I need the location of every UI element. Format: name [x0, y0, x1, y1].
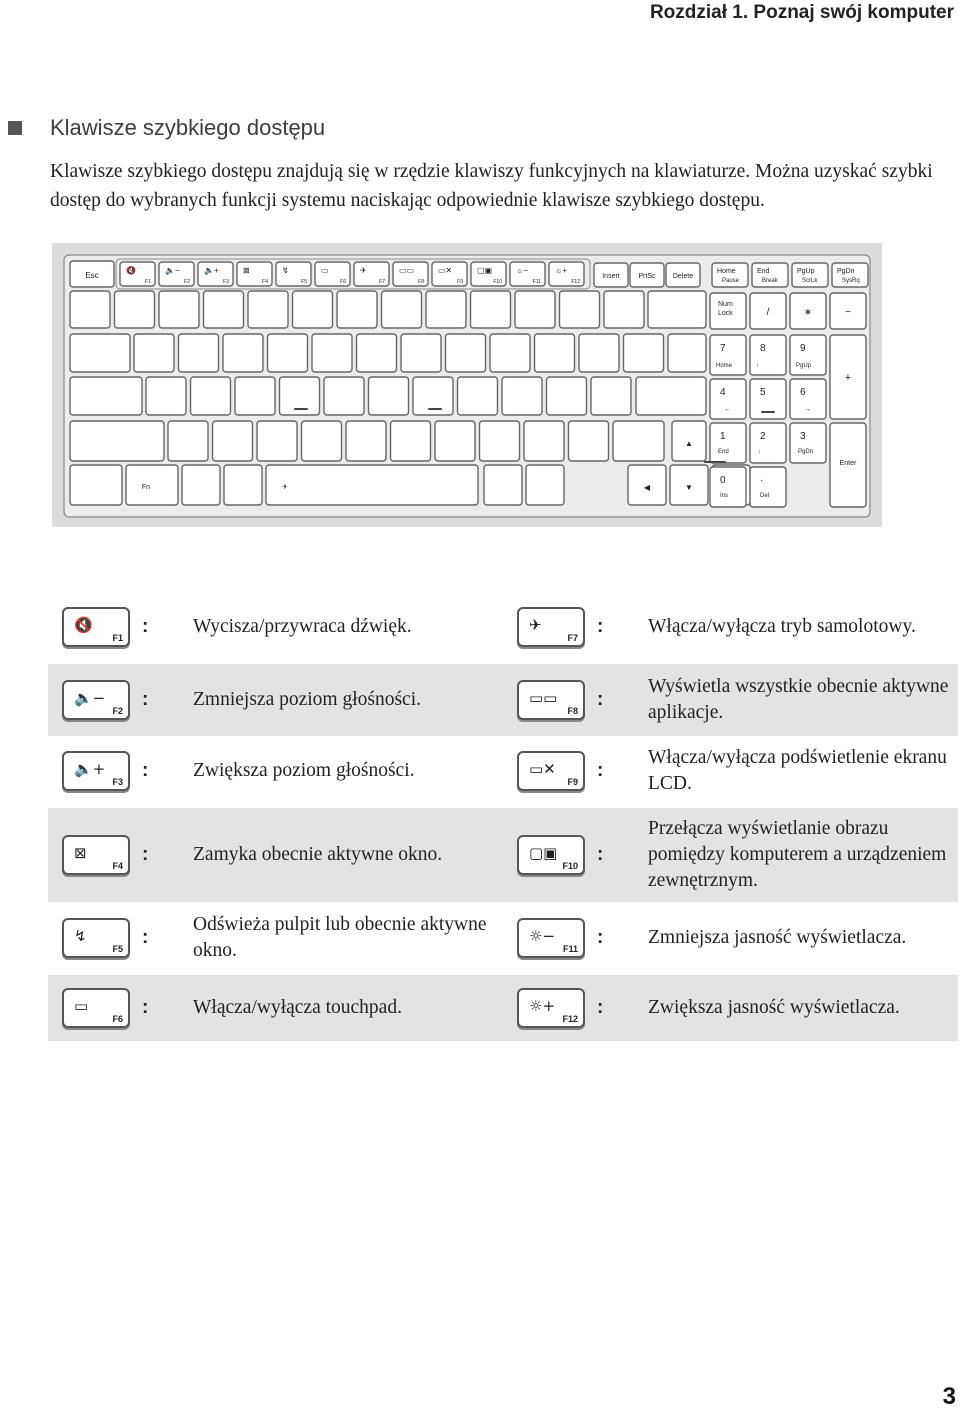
key-letter: [268, 334, 308, 372]
hotkey-row: [48, 808, 958, 902]
hotkey-function-icon: ⊠: [74, 844, 87, 862]
key-f10-label: F10: [493, 279, 502, 285]
key-alt: [224, 465, 262, 505]
hotkey-description: Włącza/wyłącza podświetlenie ekranu LCD.: [648, 747, 947, 794]
key-tab: [70, 334, 130, 372]
key-number: [248, 291, 288, 328]
key-number: [293, 291, 333, 328]
key-numpad: [790, 335, 826, 375]
hotkey-description: Odświeża pulpit lub obecnie aktywne okno.: [193, 914, 487, 961]
key-number: [204, 291, 244, 328]
key-f8-label: F8: [418, 279, 424, 285]
key-numpad-op-label: /: [766, 307, 770, 318]
arrow-left-icon: ◀: [643, 483, 651, 492]
hotkey-fn-label: F6: [112, 1014, 123, 1024]
key-letter: [179, 334, 219, 372]
hotkey-key: [62, 988, 130, 1028]
key-esc-label: Esc: [85, 271, 99, 280]
space-icon: ✈: [282, 484, 288, 491]
hotkey-right: [503, 736, 958, 806]
keyboard-diagram: [52, 243, 882, 527]
hotkey-fn-label: F11: [562, 944, 578, 954]
key-nav-top-sublabel: ScrLk: [802, 278, 818, 284]
key-f12-icon: ☼+: [555, 266, 568, 275]
key-letter: [191, 377, 231, 415]
key-f11-icon: ☼−: [516, 266, 529, 275]
hotkey-key: [517, 918, 585, 958]
hotkey-function-icon: ↯: [74, 927, 87, 945]
key-ctrl-right: [526, 465, 564, 505]
key-f5-label: F5: [301, 279, 307, 285]
colon-separator: :: [142, 844, 149, 865]
hotkey-key: [517, 680, 585, 720]
key-bump: [761, 411, 775, 413]
hotkey-fn-label: F8: [567, 706, 578, 716]
hotkey-fn-label: F7: [567, 633, 578, 643]
colon-separator: :: [142, 997, 149, 1018]
hotkey-right: [503, 808, 958, 902]
hotkey-fn-label: F9: [567, 777, 578, 787]
key-letter: [624, 334, 664, 372]
key-f2-icon: 🔈−: [165, 266, 180, 275]
arrow-up-icon: ▲: [685, 439, 693, 448]
key-space: [266, 465, 478, 505]
key-letter: [435, 421, 475, 461]
key-letter: [146, 377, 186, 415]
hotkey-row: [48, 664, 958, 736]
key-numpad-sublabel: Del: [760, 493, 770, 499]
key-number: [337, 291, 377, 328]
key-shift-left: [70, 421, 164, 461]
key-numpad: [750, 335, 786, 375]
key-f9-label: F9: [457, 279, 463, 285]
hotkey-description: Zwiększa poziom głośności.: [193, 760, 415, 781]
hotkey-description: Włącza/wyłącza touchpad.: [193, 997, 402, 1018]
hotkey-fn-label: F12: [562, 1014, 578, 1024]
hotkey-fn-label: F10: [562, 861, 578, 871]
key-nav-top-label: End: [757, 268, 770, 275]
chapter-header: Rozdział 1. Poznaj swój komputer: [649, 2, 954, 23]
key-f11-label: F11: [532, 279, 541, 285]
key-letter: [346, 421, 386, 461]
hotkey-function-icon: 🔇: [74, 616, 93, 634]
key-nav-top-label: PgUp: [797, 268, 815, 275]
key-letter: [401, 334, 441, 372]
key-f6-label: F6: [340, 279, 346, 285]
hotkey-left: [48, 592, 503, 662]
key-f7-label: F7: [379, 279, 385, 285]
key-numpad: [710, 379, 746, 419]
hotkey-description: Zmniejsza poziom głośności.: [193, 689, 422, 710]
section-title: Klawisze szybkiego dostępu: [50, 115, 326, 140]
arrow-down-icon: ▼: [685, 483, 693, 492]
key-numpad-sublabel: ←: [724, 406, 731, 413]
key-nav-top-sublabel: SysRq: [842, 278, 860, 284]
key-number: [515, 291, 555, 328]
hotkey-description: Włącza/wyłącza tryb samolotowy.: [648, 616, 916, 637]
colon-separator: :: [597, 689, 604, 710]
key-numpad: [710, 423, 746, 463]
key-numpad-number: 6: [800, 387, 806, 398]
colon-separator: :: [142, 927, 149, 948]
hotkey-function-icon: ▢▣: [529, 844, 558, 862]
hotkey-description: Zwiększa jasność wyświetlacza.: [648, 997, 900, 1018]
key-numpad-enter-label: Enter: [839, 460, 857, 467]
key-number: [426, 291, 466, 328]
key-numpad-number: 1: [720, 431, 726, 442]
key-numpad: [790, 379, 826, 419]
key-fn: [126, 465, 178, 505]
hotkey-row: [48, 592, 958, 662]
hotkey-right: [503, 975, 958, 1041]
key-numlock-label: Lock: [718, 310, 733, 317]
colon-separator: :: [142, 616, 149, 637]
hotkey-key: [517, 751, 585, 791]
key-letter: [223, 334, 263, 372]
key-numlock-label: Num: [718, 301, 733, 308]
key-letter: [490, 334, 530, 372]
key-nav-top-sublabel: Break: [762, 278, 778, 284]
key-numpad-number: 4: [720, 387, 726, 398]
key-number: [604, 291, 644, 328]
key-f1-label: F1: [145, 279, 151, 285]
key-numpad: [750, 467, 786, 507]
hotkey-description: Zamyka obecnie aktywne okno.: [193, 844, 443, 865]
key-f8-icon: ▭▭: [399, 266, 415, 275]
key-letter: [235, 377, 275, 415]
key-numpad-number: 3: [800, 431, 806, 442]
key-letter: [134, 334, 174, 372]
key-numpad-op-label: −: [845, 307, 851, 318]
key-numpad-number: ·: [760, 475, 764, 486]
hotkey-left: [48, 664, 503, 736]
hotkey-description: Wyświetla wszystkie obecnie aktywne aplikacje.: [648, 676, 949, 723]
key-numpad: [750, 423, 786, 463]
hotkey-row: [48, 903, 958, 973]
hotkey-right: [503, 592, 958, 662]
hotkey-key: [517, 607, 585, 647]
key-letter: [535, 334, 575, 372]
hotkey-key: [62, 751, 130, 791]
key-letter: [458, 377, 498, 415]
key-f5-icon: ↯: [282, 266, 289, 275]
key-bump: [428, 408, 442, 410]
colon-separator: :: [142, 689, 149, 710]
hotkey-right: [503, 903, 958, 973]
key-letter: [579, 334, 619, 372]
key-numpad-sublabel: PgDn: [798, 449, 814, 455]
hotkey-fn-label: F5: [112, 944, 123, 954]
key-f1-icon: 🔇: [126, 266, 136, 275]
key-letter: [502, 377, 542, 415]
key-f9-icon: ▭✕: [438, 266, 453, 275]
key-f12-label: F12: [571, 279, 580, 285]
key-numpad: [710, 335, 746, 375]
hotkey-row: [48, 736, 958, 806]
hotkey-function-icon: ☼+: [529, 997, 556, 1015]
colon-separator: :: [597, 616, 604, 637]
hotkey-function-icon: 🔈−: [74, 689, 106, 707]
hotkey-left: [48, 808, 503, 902]
key-f6-icon: ▭: [321, 266, 329, 275]
key-enter: [636, 377, 706, 415]
key-letter: [480, 421, 520, 461]
key-numpad-sublabel: ↓: [758, 449, 761, 455]
key-numpad-sublabel: →: [804, 406, 811, 413]
key-letter: [547, 377, 587, 415]
hotkey-key: [62, 835, 130, 875]
key-letter: [257, 421, 297, 461]
key-prtsc-label: PrtSc: [638, 273, 656, 280]
colon-separator: :: [597, 760, 604, 781]
key-f4-icon: ⊠: [243, 266, 250, 275]
key-number: [471, 291, 511, 328]
colon-separator: :: [142, 760, 149, 781]
key-letter: [168, 421, 208, 461]
key-win: [182, 465, 220, 505]
key-nav-top-sublabel: Pause: [722, 278, 740, 284]
key-letter: [569, 421, 609, 461]
hotkey-function-icon: 🔈+: [74, 760, 106, 778]
key-letter: [213, 421, 253, 461]
hotkey-function-icon: ▭▭: [529, 689, 558, 707]
key-backslash: [668, 334, 706, 372]
hotkey-description: Przełącza wyświetlanie obrazu pomiędzy komputerem a urządzeniem zewnętrznym.: [648, 818, 947, 891]
key-numpad-number: 2: [760, 431, 766, 442]
hotkey-key: [62, 918, 130, 958]
hotkey-right: [503, 664, 958, 736]
key-f2-label: F2: [184, 279, 190, 285]
key-f3-label: F3: [223, 279, 229, 285]
key-numpad: [710, 467, 746, 507]
hotkey-left: [48, 736, 503, 806]
section-bullet-icon: [8, 121, 22, 135]
key-insert-label: Insert: [602, 273, 620, 280]
key-letter: [591, 377, 631, 415]
key-f10-icon: ▢▣: [477, 266, 493, 275]
colon-separator: :: [597, 927, 604, 948]
key-number: [70, 291, 110, 328]
hotkey-row: [48, 975, 958, 1041]
key-shift-right: [613, 421, 664, 461]
key-numpad-plus-label: +: [844, 372, 852, 384]
hotkey-fn-label: F3: [112, 777, 123, 787]
key-numpad-sublabel: Home: [716, 363, 733, 369]
key-f4-label: F4: [262, 279, 268, 285]
key-letter: [446, 334, 486, 372]
key-number: [382, 291, 422, 328]
key-fn-label: Fn: [141, 484, 151, 491]
keyboard-illustration: [52, 243, 882, 527]
hotkey-key: [62, 607, 130, 647]
key-numpad-number: 8: [760, 343, 766, 354]
hotkey-function-icon: ✈: [529, 616, 542, 634]
key-number: [560, 291, 600, 328]
key-letter: [324, 377, 364, 415]
key-letter: [357, 334, 397, 372]
key-ctrl: [70, 465, 122, 505]
hotkey-function-icon: ▭✕: [529, 760, 556, 778]
hotkey-description: Wycisza/przywraca dźwięk.: [193, 616, 412, 637]
hotkey-left: [48, 975, 503, 1041]
key-nav-top-label: Home: [717, 268, 736, 275]
key-delete-label: Delete: [672, 273, 694, 280]
key-numpad: [790, 423, 826, 463]
key-numpad-number: 9: [800, 343, 806, 354]
key-letter: [312, 334, 352, 372]
key-numpad-sublabel: Ins: [720, 493, 729, 499]
key-number: [159, 291, 199, 328]
key-f7-icon: ✈: [360, 266, 367, 275]
key-numpad-op-label: ∗: [803, 307, 813, 318]
hotkey-key: [517, 835, 585, 875]
hotkey-function-icon: ▭: [74, 997, 89, 1015]
hotkey-fn-label: F2: [112, 706, 123, 716]
key-letter: [524, 421, 564, 461]
hotkey-key: [62, 680, 130, 720]
key-numpad-number: 0: [720, 475, 726, 486]
key-f3-icon: 🔈+: [204, 266, 219, 275]
key-capslock: [70, 377, 142, 415]
key-nav-top-label: PgDn: [837, 268, 855, 275]
key-numpad-sublabel: PgUp: [796, 363, 812, 369]
hotkey-fn-label: F4: [112, 861, 123, 871]
key-numpad-number: 5: [760, 387, 766, 398]
key-letter: [369, 377, 409, 415]
hotkey-description: Zmniejsza jasność wyświetlacza.: [648, 927, 907, 948]
key-number: [115, 291, 155, 328]
hotkey-function-icon: ☼−: [529, 927, 556, 945]
key-bump: [712, 461, 726, 463]
hotkey-left: [48, 903, 503, 973]
page-number: 3: [942, 1383, 956, 1410]
key-bump: [294, 408, 308, 410]
key-numpad-sublabel: End: [718, 449, 729, 455]
key-letter: [391, 421, 431, 461]
key-numpad-sublabel: ↑: [756, 363, 759, 369]
hotkey-fn-label: F1: [112, 633, 123, 643]
hotkey-key: [517, 988, 585, 1028]
colon-separator: :: [597, 997, 604, 1018]
colon-separator: :: [597, 844, 604, 865]
key-letter: [302, 421, 342, 461]
key-numpad-number: 7: [720, 343, 726, 354]
key-backspace: [648, 291, 706, 328]
key-alt-right: [484, 465, 522, 505]
intro-paragraph: Klawisze szybkiego dostępu znajdują się w rzędzie klawiszy funkcyjnych na klawiaturze. Można uzyskać szybki dostęp do wybranych funkcji systemu naciskając odpowiednie klawisze szybkiego dostępu.: [50, 161, 933, 211]
